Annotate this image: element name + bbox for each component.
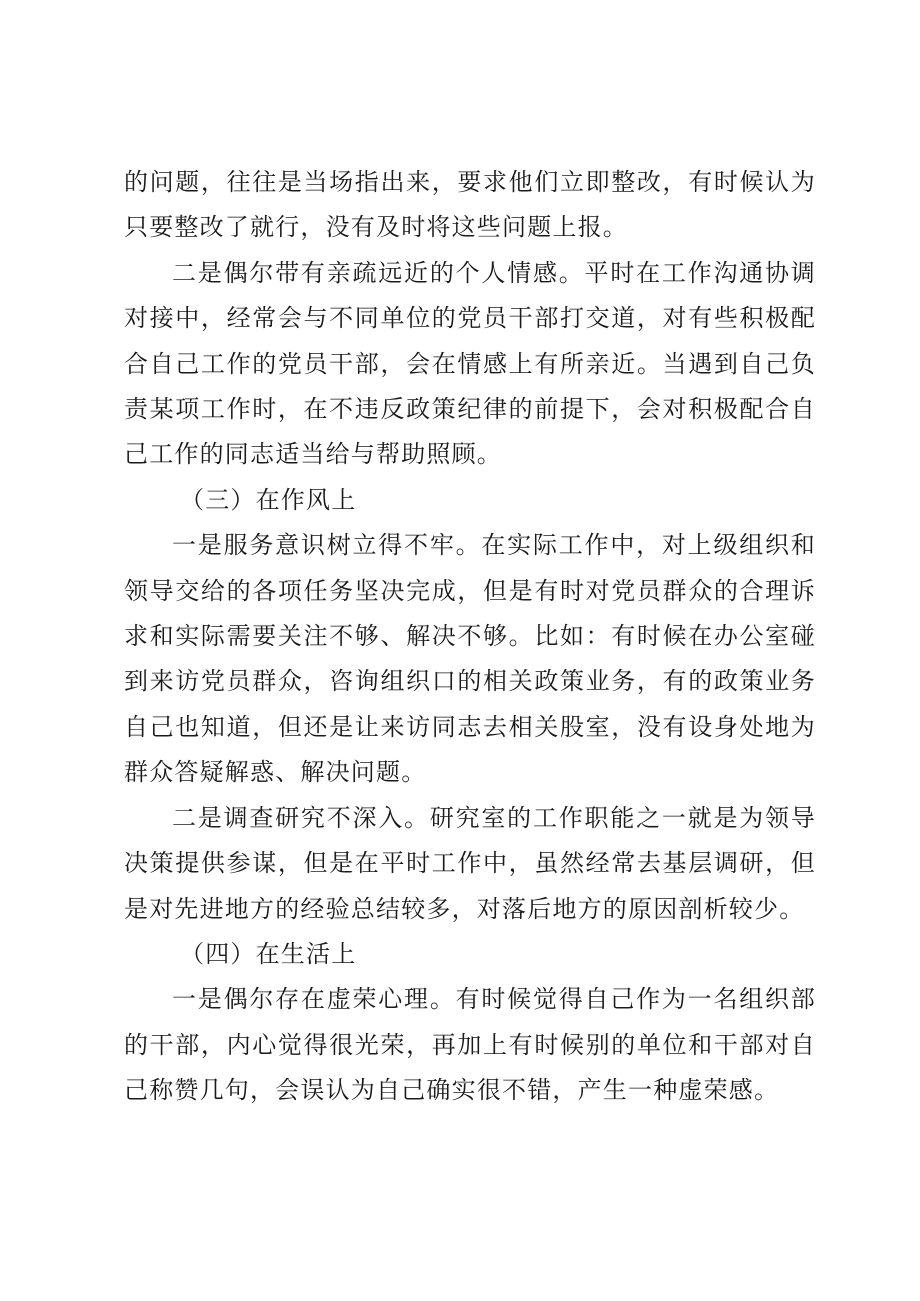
document-body	[124, 160, 816, 1114]
paragraph-continued: 的问题，往往是当场指出来，要求他们立即整改，有时候认为只要整改了就行，没有及时将这些问题上报。	[124, 168, 816, 242]
section-heading-work-style: （三）在作风上	[180, 485, 357, 514]
paragraph-personal-feelings: 二是偶尔带有亲疏远近的个人情感。平时在工作沟通协调对接中，经常会与不同单位的党员干部打交道，对有些积极配合自己工作的党员干部，会在情感上有所亲近。当遇到自己负责某项工作时，在不违反政策纪律的前提下，会对积极配合自己工作的同志适当给与帮助照顾。	[124, 258, 816, 469]
paragraph-vanity: 一是偶尔存在虚荣心理。有时候觉得自己作为一名组织部的干部，内心觉得很光荣，再加上有时候别的单位和干部对自己称赞几句，会误认为自己确实很不错，产生一种虚荣感。	[124, 985, 816, 1105]
section-heading-life: （四）在生活上	[180, 939, 357, 968]
paragraph-research: 二是调查研究不深入。研究室的工作职能之一就是为领导决策提供参谋，但是在平时工作中，虽然经常去基层调研，但是对先进地方的经验总结较多，对落后地方的原因剖析较少。	[124, 803, 816, 923]
paragraph-service-awareness: 一是服务意识树立得不牢。在实际工作中，对上级组织和领导交给的各项任务坚决完成，但是有时对党员群众的合理诉求和实际需要关注不够、解决不够。比如：有时候在办公室碰到来访党员群众，咨询组织口的相关政策业务，有的政策业务自己也知道，但还是让来访同志去相关股室，没有设身处地为群众答疑解惑、解决问题。	[124, 531, 816, 787]
